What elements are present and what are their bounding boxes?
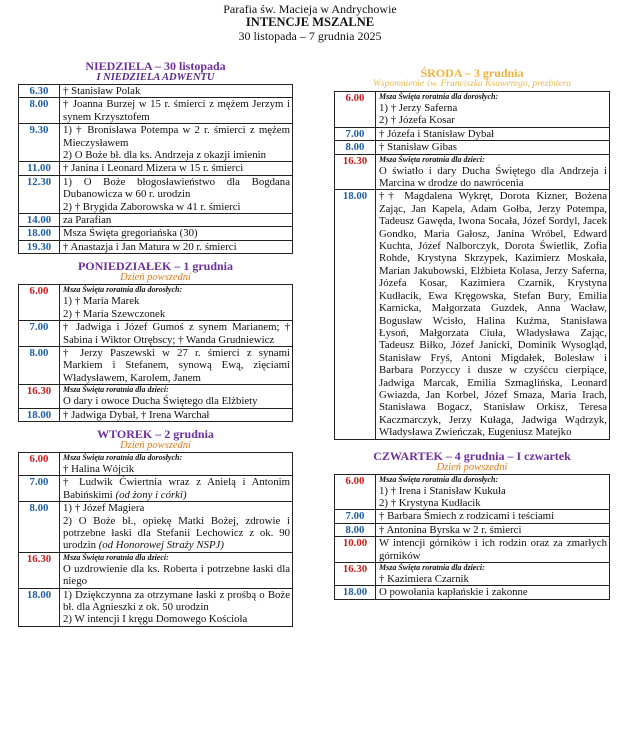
- mass-intention: [60, 285, 293, 321]
- intention-text: 1) † Jerzy Saferna: [379, 102, 458, 114]
- intention-text: † Ludwik Ćwiertnia wraz z Anielą i Antonim Babińskimi: [63, 476, 290, 501]
- parish-name: Parafia św. Macieja w Andrychowie: [223, 2, 397, 16]
- intention-text: O światło i dary Ducha Świętego dla Andrzeja i Marcina w drodze do nawrócenia: [379, 164, 607, 190]
- mass-row: [19, 124, 293, 162]
- mass-row: [335, 510, 610, 523]
- intention-line: [63, 124, 290, 149]
- intention-line: [63, 149, 290, 161]
- intention-line: [63, 613, 290, 625]
- intention-line: [379, 165, 607, 190]
- intention-line: [63, 321, 290, 346]
- mass-row: [19, 162, 293, 175]
- mass-time: 18.00: [335, 190, 376, 439]
- rorate-heading: Msza Święta roratnia dla dorosłych:: [63, 285, 183, 295]
- day-subtitle: Dzień powszedni: [120, 272, 191, 284]
- day-title: ŚRODA – 3 grudnia: [420, 66, 524, 80]
- rorate-heading: Msza Święta roratnia dla dzieci:: [63, 552, 169, 562]
- mass-time: 16.30: [335, 154, 376, 190]
- intention-text: 1) † Bronisława Potempa w 2 r. śmierci z mężem Mieczysławem: [63, 124, 290, 149]
- mass-row: [335, 537, 610, 563]
- intention-line: [379, 573, 607, 585]
- intention-text: za Parafian: [63, 214, 112, 227]
- intention-text: 1) † Irena i Stanisław Kukuła: [379, 484, 506, 497]
- mass-time: 7.00: [19, 321, 60, 347]
- intention-line: [63, 295, 290, 307]
- rorate-heading: Msza Święta roratnia dla dzieci:: [379, 563, 485, 572]
- mass-time: 9.30: [19, 124, 60, 162]
- mass-time: 8.00: [19, 98, 60, 124]
- mass-intention: [60, 476, 293, 502]
- mass-row: [335, 586, 610, 599]
- mass-time: 14.00: [19, 214, 60, 227]
- intention-line: [63, 502, 290, 514]
- mass-time: 16.30: [335, 563, 376, 586]
- mass-time: 18.00: [335, 586, 376, 599]
- mass-row: [19, 214, 293, 227]
- mass-time: 18.00: [19, 588, 60, 626]
- mass-intention: [60, 227, 293, 240]
- mass-time: 6.00: [19, 285, 60, 321]
- mass-row: [19, 175, 293, 213]
- intention-line: [63, 395, 290, 407]
- mass-row: [19, 85, 293, 98]
- intention-line: [63, 201, 290, 213]
- mass-intention: [376, 523, 610, 536]
- day-subtitle: I NIEDZIELA ADWENTU: [96, 72, 215, 83]
- intention-line: [63, 98, 290, 123]
- mass-table: [18, 284, 293, 422]
- mass-intention: [376, 563, 610, 586]
- intention-text: W intencji górników i ich rodzin oraz za zmarłych górników: [379, 537, 607, 562]
- intention-text: 2) W intencji I kręgu Domowego Kościoła: [63, 613, 248, 626]
- mass-time: 7.00: [335, 127, 376, 140]
- day-thursday: [334, 450, 610, 600]
- intention-note: (od żony i córki): [115, 488, 187, 501]
- intention-text: O uzdrowienie dla ks. Roberta i potrzebne łaski dla niego: [63, 562, 290, 588]
- mass-row: [335, 92, 610, 128]
- intention-note: (od Honorowej Straży NSPJ): [98, 539, 224, 552]
- intention-line: [63, 308, 290, 320]
- intention-line: [379, 102, 607, 114]
- mass-time: 6.00: [335, 474, 376, 510]
- intention-text: † Janina i Leonard Mizera w 15 r. śmierci: [63, 162, 244, 175]
- intention-line: [63, 214, 290, 226]
- mass-intention: [376, 154, 610, 190]
- intention-line: [379, 497, 607, 509]
- mass-intention: [376, 537, 610, 563]
- intention-line: [63, 227, 290, 239]
- mass-time: 8.00: [19, 346, 60, 384]
- mass-time: 11.00: [19, 162, 60, 175]
- intention-text: 1) Dziękczynna za otrzymane łaski z prośbą o Boże bł. dla Agnieszki z ok. 50 urodzin: [63, 588, 290, 613]
- intention-line: [63, 241, 290, 253]
- mass-time: 6.30: [19, 85, 60, 98]
- intention-text: † Joanna Burzej w 15 r. śmierci z mężem Jerzym i synem Krzysztofem: [63, 98, 290, 123]
- day-monday: [18, 260, 293, 422]
- intention-text: † Jerzy Paszewski w 27 r. śmierci z synami Markiem i Stefanem, synową Ewą, zięciami Władysławem, Karolem, Janem: [63, 346, 290, 384]
- mass-intention: [60, 124, 293, 162]
- intention-text: 1) O Boże błogosławieństwo dla Bogdana Dubanowicza w 60 r. urodzin: [63, 175, 290, 201]
- mass-time: 18.00: [19, 227, 60, 240]
- mass-row: [19, 98, 293, 124]
- mass-intention: [60, 162, 293, 175]
- day-subtitle: Dzień powszedni: [120, 439, 191, 451]
- day-subtitle: Dzień powszedni: [436, 461, 508, 473]
- mass-row: [335, 141, 610, 154]
- day-wednesday: [334, 67, 610, 440]
- intention-text: † Halina Wójcik: [63, 462, 135, 475]
- mass-row: [19, 408, 293, 421]
- intention-line: [63, 563, 290, 588]
- mass-row: [19, 552, 293, 588]
- mass-row: [19, 346, 293, 384]
- mass-intention: [376, 127, 610, 140]
- mass-row: [335, 474, 610, 510]
- right-column: [334, 67, 610, 600]
- mass-row: [19, 452, 293, 475]
- mass-intention: [60, 552, 293, 588]
- intention-line: [63, 589, 290, 614]
- mass-time: 18.00: [19, 408, 60, 421]
- mass-time: 7.00: [19, 476, 60, 502]
- mass-row: [19, 385, 293, 408]
- mass-intention: [376, 586, 610, 599]
- mass-intention: [60, 588, 293, 626]
- rorate-heading: Msza Święta roratnia dla dorosłych:: [379, 92, 499, 101]
- day-title: CZWARTEK – 4 grudnia – I czwartek: [373, 448, 571, 463]
- intention-text: † Jadwiga Dybał, † Irena Warchał: [63, 408, 210, 421]
- intention-line: [379, 190, 607, 438]
- intention-text: 1) † Maria Marek: [63, 295, 140, 308]
- mass-row: [19, 285, 293, 321]
- intention-text: † Kazimiera Czarnik: [379, 573, 469, 585]
- mass-table: [334, 474, 610, 600]
- rorate-heading: Msza Święta roratnia dla dzieci:: [63, 385, 169, 395]
- rorate-heading: Msza Święta roratnia dla dorosłych:: [379, 474, 499, 484]
- mass-time: 16.30: [19, 552, 60, 588]
- intention-line: [379, 485, 607, 497]
- intention-line: [379, 141, 607, 153]
- mass-intention: [60, 408, 293, 421]
- mass-time: 8.00: [335, 523, 376, 536]
- mass-row: [19, 588, 293, 626]
- day-subtitle: Wspomnienie św. Franciszka Ksawerego, prezbitera: [372, 79, 572, 89]
- intention-line: [379, 586, 607, 598]
- intention-text: † Józefa i Stanisław Dybał: [379, 127, 495, 140]
- intention-line: [379, 524, 607, 536]
- mass-intention: [376, 141, 610, 154]
- mass-row: [335, 154, 610, 190]
- mass-intention: [376, 510, 610, 523]
- mass-intention: [60, 98, 293, 124]
- day-title: NIEDZIELA – 30 listopada: [85, 59, 226, 73]
- day-title: PONIEDZIAŁEK – 1 grudnia: [77, 259, 234, 274]
- day-tuesday: [18, 428, 293, 627]
- intention-text: 1) † Józef Magiera: [63, 502, 145, 515]
- intention-line: [379, 128, 607, 140]
- intention-line: [63, 176, 290, 201]
- mass-row: [19, 502, 293, 553]
- mass-table: [334, 91, 610, 440]
- intention-line: [63, 476, 290, 501]
- intention-text: 2) O Boże bł., opiekę Matki Bożej, zdrowie i potrzebne łaski dla Stefanii Lechowicz z ok. 90 urodzin: [63, 514, 290, 552]
- intention-text: 2) † Maria Szewczonek: [63, 307, 166, 320]
- mass-table: [18, 84, 293, 254]
- mass-intention: [60, 321, 293, 347]
- left-column: [18, 60, 293, 627]
- date-range: 30 listopada – 7 grudnia 2025: [238, 29, 382, 43]
- intention-line: [63, 162, 290, 174]
- intention-line: [63, 463, 290, 475]
- intention-text: † Stanisław Gibas: [379, 141, 457, 154]
- intention-line: [63, 409, 290, 421]
- intention-line: [379, 510, 607, 522]
- intention-line: [379, 537, 607, 562]
- mass-intention: [60, 240, 293, 253]
- intention-text: † Anastazja i Jan Matura w 20 r. śmierci: [63, 240, 237, 253]
- intention-text: Msza Święta gregoriańska (30): [63, 227, 198, 240]
- intention-text: † Stanisław Polak: [63, 85, 141, 97]
- mass-row: [19, 227, 293, 240]
- mass-row: [19, 240, 293, 253]
- intention-text: 2) † Brygida Zaborowska w 41 r. śmierci: [63, 200, 241, 213]
- intention-text: †† Magdalena Wykręt, Dorota Kizner, Bożena Zając, Jan Kapela, Adam Gołba, Jerzy Potempa, Tadeusz Gawęda, Iwona Socała, Józef Sordyl, Jacek Gondko, Maria Gałosz, Janina Wróbel, Edward Kuchta, Józef Nalborczyk, Dorota Świetlik, Zofia Rohde, Krystyna Skrzypek, Kazimierz Moskała, Marian Jakubowski, Elżbieta Kolasa, Jerzy Saferna, Józefa Kosar, Kazimiera Czarnik, Krystyna Kudłacik, Ewa Kręgowska, Stefan Bury, Emilia Karnicka, Małgorzata Guzdek, Anna Wacław, Bogusław Wcisło, Halina Kuźma, Stanisława Łysoń, Małgorzata Ciuła, Władysława Zając, Tadeusz Biłko, Józef Janicki, Dominik Wysogląd, Stanisław Fryś, Antoni Migdałek, Bolesław i Barbara Porzyccy i dusze w czyśćcu cierpiące, Jadwiga Marcak, Emilia Szmaglińska, Leonard Gwiazda, Jan Korbel, Józef Smaza, Maria Irach, Stanisława Bogacz, Stanisław Orkisz, Teresa Kaczmarczyk, Jerzy Kułaga, Jadwiga Wądrzyk, Władysława Zwieńczak, Eugeniusz Matejko: [379, 190, 607, 439]
- mass-row: [19, 476, 293, 502]
- mass-intention: [60, 85, 293, 98]
- mass-time: 6.00: [335, 92, 376, 128]
- mass-intention: [60, 385, 293, 408]
- mass-time: 19.30: [19, 240, 60, 253]
- mass-intention: [60, 175, 293, 213]
- mass-time: 16.30: [19, 385, 60, 408]
- intention-text: † Barbara Śmiech z rodzicami i teściami: [379, 510, 555, 523]
- mass-time: 8.00: [335, 141, 376, 154]
- mass-time: 8.00: [19, 502, 60, 553]
- rorate-heading: Msza Święta roratnia dla dorosłych:: [63, 452, 183, 462]
- intention-text: 2) † Józefa Kosar: [379, 114, 455, 127]
- mass-row: [335, 127, 610, 140]
- mass-intention: [376, 92, 610, 128]
- intention-text: † Jadwiga i Józef Gumoś z synem Marianem; † Sabina i Wiktor Otrębscy; † Wanda Grudniewicz: [63, 321, 290, 346]
- intention-text: 2) † Krystyna Kudłacik: [379, 496, 481, 509]
- intention-text: O powołania kapłańskie i zakonne: [379, 586, 528, 599]
- mass-intention: [376, 190, 610, 439]
- mass-intention: [60, 346, 293, 384]
- mass-row: [335, 190, 610, 439]
- mass-intention: [60, 452, 293, 475]
- mass-row: [335, 563, 610, 586]
- intention-text: 2) O Boże bł. dla ks. Andrzeja z okazji imienin: [63, 149, 266, 162]
- mass-table: [18, 452, 293, 627]
- intention-line: [63, 347, 290, 384]
- mass-intention: [60, 214, 293, 227]
- rorate-heading: Msza Święta roratnia dla dzieci:: [379, 154, 485, 164]
- day-title: WTOREK – 2 grudnia: [97, 426, 214, 441]
- page-title: INTENCJE MSZALNE: [245, 15, 375, 29]
- mass-row: [19, 321, 293, 347]
- mass-intention: [376, 474, 610, 510]
- intention-line: [63, 515, 290, 552]
- mass-time: 10.00: [335, 537, 376, 563]
- intention-text: † Antonina Byrska w 2 r. śmierci: [379, 523, 522, 536]
- day-sunday: [18, 60, 293, 254]
- intention-line: [379, 114, 607, 126]
- mass-intention: [60, 502, 293, 553]
- mass-time: 7.00: [335, 510, 376, 523]
- mass-row: [335, 523, 610, 536]
- mass-time: 12.30: [19, 175, 60, 213]
- intention-line: [63, 85, 290, 97]
- intention-text: O dary i owoce Ducha Świętego dla Elżbiety: [63, 395, 258, 408]
- mass-time: 6.00: [19, 452, 60, 475]
